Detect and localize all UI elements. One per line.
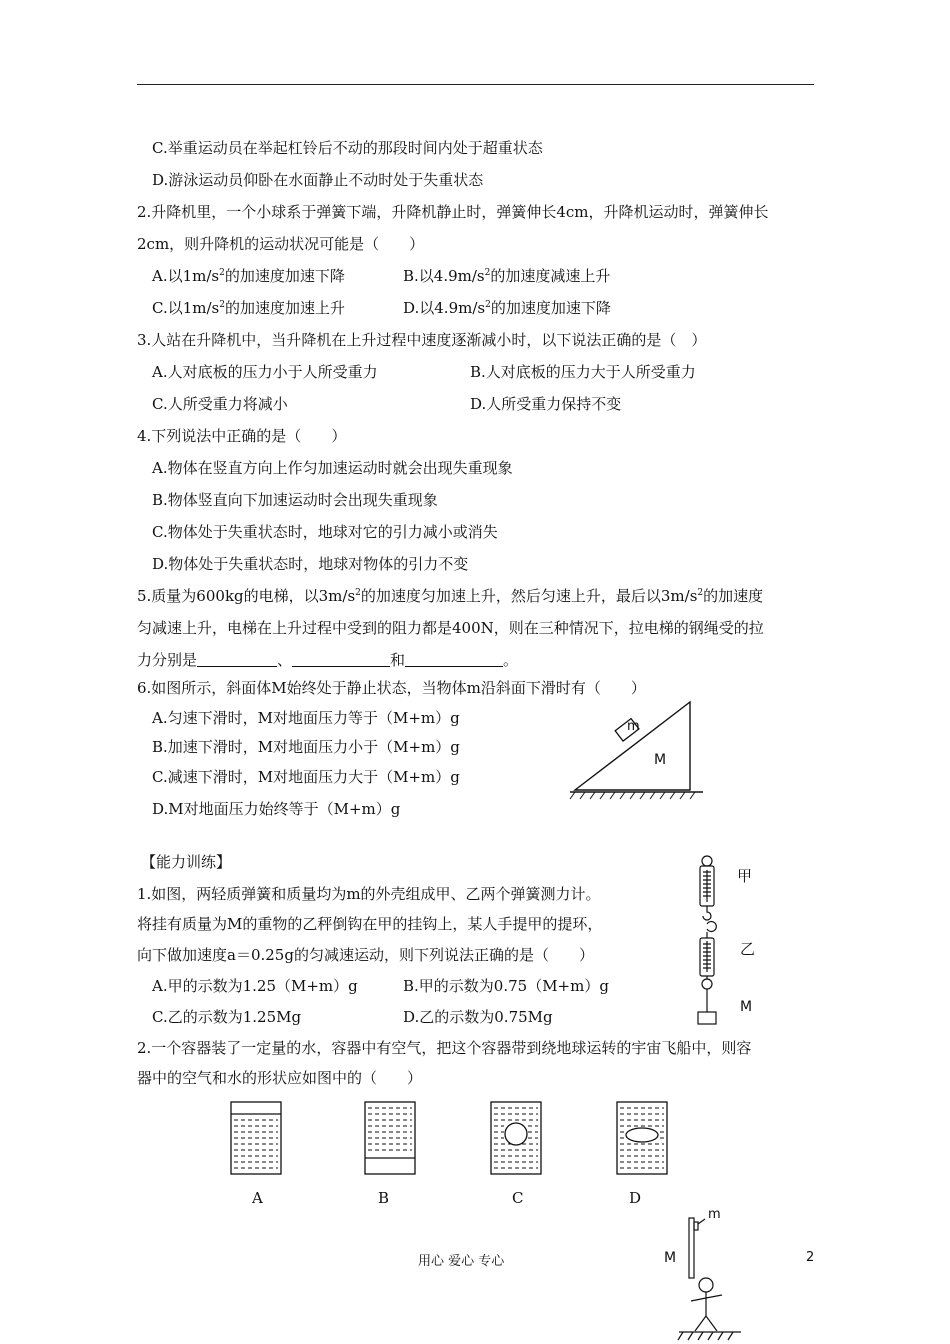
q2-option-c: C.以$1m/s^2$的加速度加速上升 (152, 299, 345, 317)
air-ellipse (626, 1128, 658, 1142)
incline-label-m: m (627, 719, 640, 734)
weight-M (698, 1012, 716, 1024)
container-a (228, 1100, 284, 1176)
container-b (362, 1100, 418, 1176)
q4-option-d: D.物体处于失重状态时，地球对物体的引力不变 (152, 555, 469, 573)
pole-label-M: M (664, 1250, 677, 1266)
answer-blank-1[interactable] (197, 652, 277, 667)
spring-scales-figure (688, 852, 728, 1027)
t1-line3: 向下做加速度a＝0.25g的匀减速运动，则下列说法正确的是（ ） (137, 946, 594, 964)
q3-option-d: D.人所受重力保持不变 (470, 395, 622, 413)
q1-option-d: D.游泳运动员仰卧在水面静止不动时处于失重状态 (152, 171, 484, 189)
incline-figure (565, 698, 710, 803)
container-d (614, 1100, 670, 1176)
q3-option-b: B.人对底板的压力大于人所受重力 (470, 363, 696, 381)
t1-line2: 将挂有质量为M的重物的乙秤倒钩在甲的挂钩上，某人手提甲的提环， (137, 915, 603, 933)
section-title: 【能力训练】 (141, 853, 232, 871)
t1-option-a: A.甲的示数为1.25（M+m）g (152, 977, 358, 995)
q4-option-c: C.物体处于失重状态时，地球对它的引力减小或消失 (152, 523, 498, 541)
header-rule (137, 84, 814, 85)
t1-option-d: D.乙的示数为0.75Mg (403, 1008, 553, 1026)
page-number: 2 (806, 1250, 815, 1265)
q6-option-d: D.M对地面压力始终等于（M+m）g (152, 800, 401, 818)
q6-option-c: C.减速下滑时，M对地面压力大于（M+m）g (152, 768, 460, 786)
q5-line3: 力分别是 、 和 。 (137, 651, 519, 669)
q5-line2: 匀减速上升，电梯在上升过程中受到的阻力都是400N，则在三种情况下，拉电梯的钢绳受的拉 (137, 619, 764, 637)
t1-line1: 1.如图，两轻质弹簧和质量均为m的外壳组成甲、乙两个弹簧测力计。 (137, 885, 601, 903)
answer-blank-3[interactable] (405, 652, 503, 667)
t2-line1: 2.一个容器装了一定量的水，容器中有空气，把这个容器带到绕地球运转的宇宙飞船中，则容 (137, 1039, 752, 1057)
q2-option-a: A.以$1m/s^2$的加速度加速下降 (152, 267, 345, 285)
pole-figure (665, 1212, 755, 1344)
q2-stem-line1: 2.升降机里，一个小球系于弹簧下端，升降机静止时，弹簧伸长4cm，升降机运动时，弹簧伸长 (137, 203, 769, 221)
container-label-c: C (512, 1189, 524, 1207)
q6-stem: 6.如图所示，斜面体M始终处于静止状态，当物体m沿斜面下滑时有（ ） (137, 679, 646, 697)
footer-text: 用心 爱心 专心 (418, 1254, 505, 1269)
answer-blank-2[interactable] (292, 652, 390, 667)
q4-option-b: B.物体竖直向下加速运动时会出现失重现象 (152, 491, 438, 509)
air-bubble (505, 1123, 527, 1145)
scale-label-jia: 甲 (737, 867, 753, 885)
scale-label-yi: 乙 (740, 940, 756, 958)
q2-option-b: B.以$4.9m/s^2$的加速度减速上升 (403, 267, 611, 285)
container-label-d: D (629, 1189, 642, 1207)
q6-option-b: B.加速下滑时，M对地面压力小于（M+m）g (152, 738, 460, 756)
pole-label-m: m (708, 1207, 721, 1222)
scale-label-M: M (740, 999, 753, 1015)
container-label-b: B (378, 1189, 390, 1207)
q3-option-c: C.人所受重力将减小 (152, 395, 288, 413)
q1-option-c: C.举重运动员在举起杠铃后不动的那段时间内处于超重状态 (152, 139, 543, 157)
t1-option-b: B.甲的示数为0.75（M+m）g (403, 977, 609, 995)
q3-option-a: A.人对底板的压力小于人所受重力 (152, 363, 378, 381)
incline-wedge (575, 702, 690, 790)
q2-option-d: D.以$4.9m/s^2$的加速度加速下降 (403, 299, 611, 317)
q5-line1: 5.质量为600kg的电梯，以$3m/s^2$的加速度匀加速上升，然后匀速上升，最后以$3m/s^2$的加速度 (137, 587, 764, 605)
t2-line2: 器中的空气和水的形状应如图中的（ ） (137, 1069, 423, 1087)
container-label-a: A (252, 1189, 263, 1207)
q4-stem: 4.下列说法中正确的是（ ） (137, 427, 347, 445)
q4-option-a: A.物体在竖直方向上作匀加速运动时就会出现失重现象 (152, 459, 513, 477)
q3-stem: 3.人站在升降机中，当升降机在上升过程中速度逐渐减小时，以下说法正确的是（ ） (137, 331, 707, 349)
q2-stem-line2: 2cm，则升降机的运动状况可能是（ ） (137, 235, 425, 253)
t1-option-c: C.乙的示数为1.25Mg (152, 1008, 302, 1026)
container-c (488, 1100, 544, 1176)
incline-label-M: M (654, 752, 667, 768)
q6-option-a: A.匀速下滑时，M对地面压力等于（M+m）g (152, 709, 460, 727)
